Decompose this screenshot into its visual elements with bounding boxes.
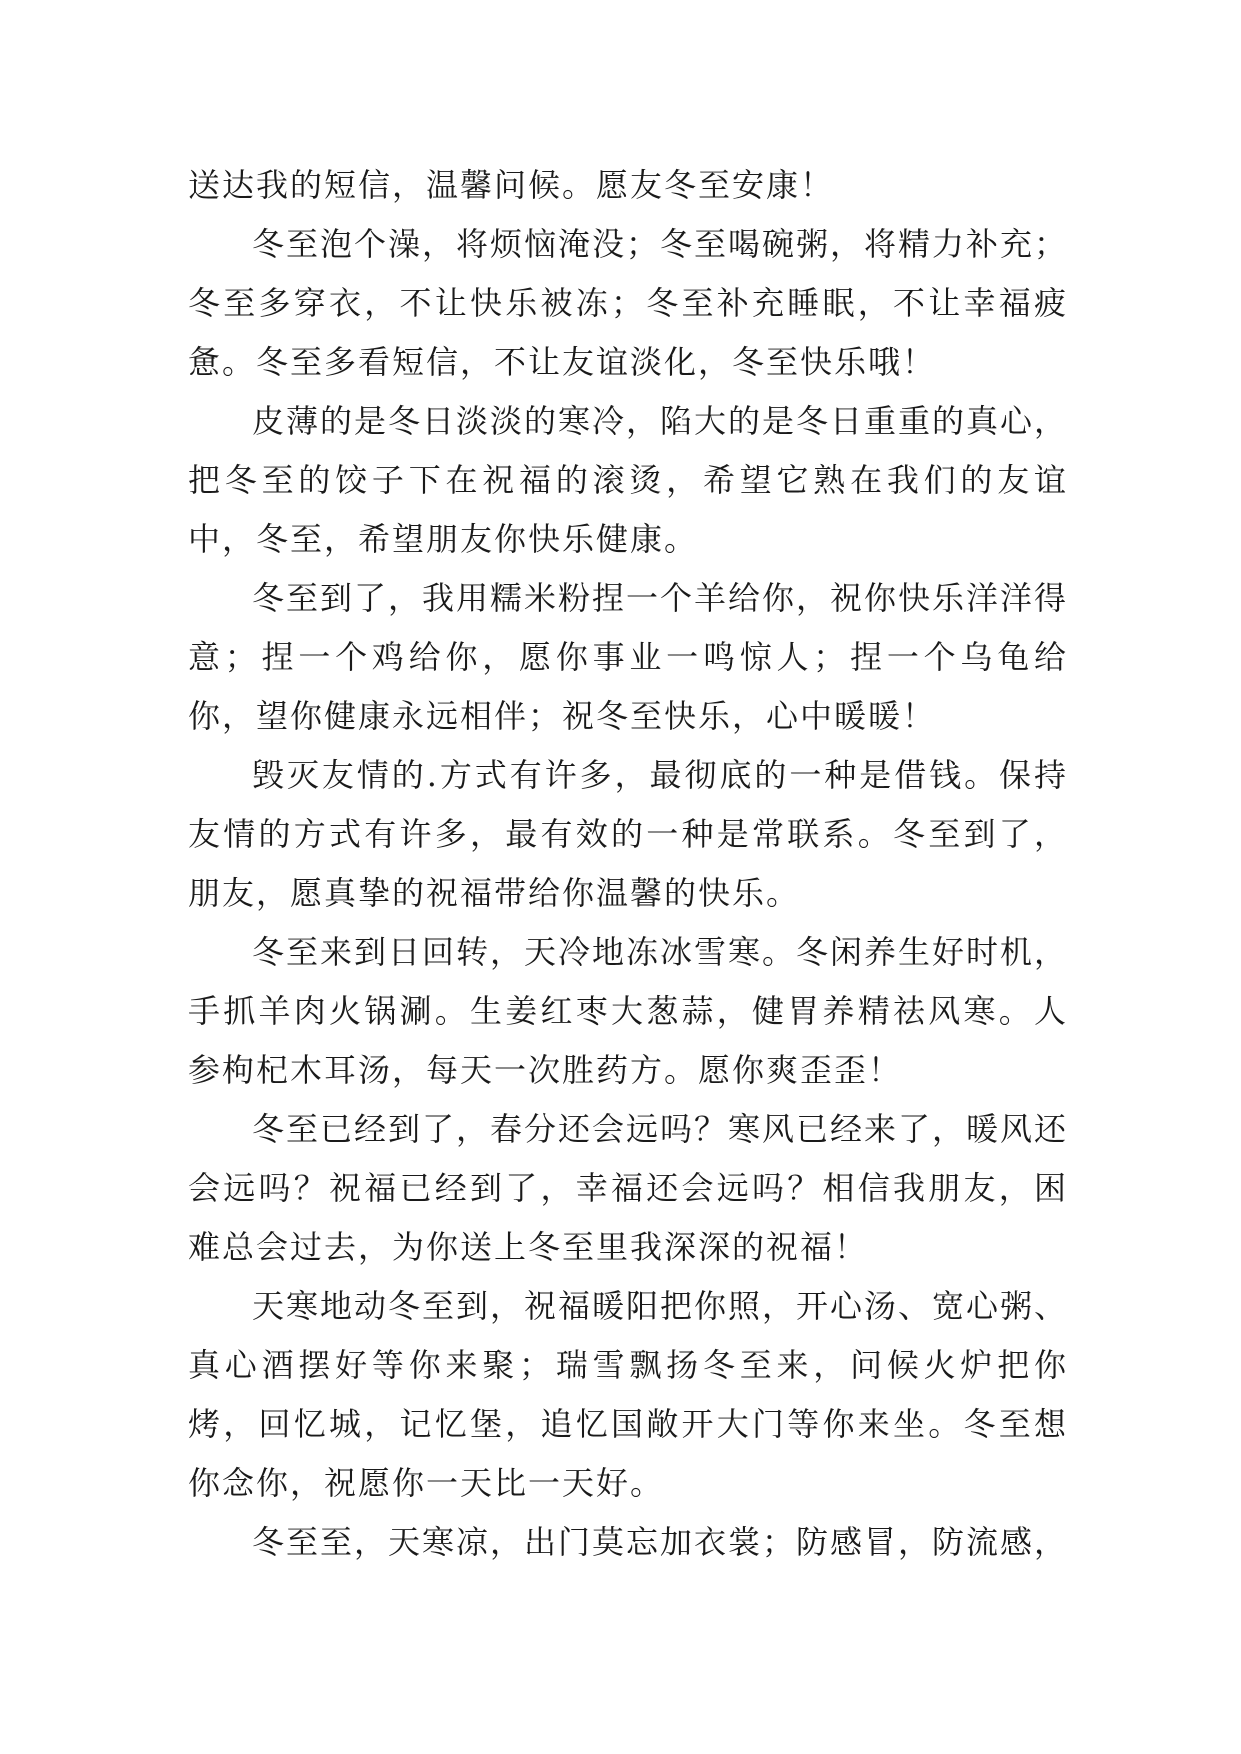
paragraph-8: 天寒地动冬至到，祝福暖阳把你照，开心汤、宽心粥、真心酒摆好等你来聚；瑞雪飘扬冬至来，问候火炉把你烤，回忆城，记忆堡，追忆国敞开大门等你来坐。冬至想你念你，祝愿你一天比一天好。 — [188, 1287, 1069, 1502]
paragraph-4: 冬至到了，我用糯米粉捏一个羊给你，祝你快乐洋洋得意；捏一个鸡给你，愿你事业一鸣惊人；捏一个乌龟给你，望你健康永远相伴；祝冬至快乐，心中暖暖！ — [188, 579, 1069, 735]
paragraph-6: 冬至来到日回转，天冷地冻冰雪寒。冬闲养生好时机，手抓羊肉火锅涮。生姜红枣大葱蒜，健胃养精祛风寒。人参枸杞木耳汤，每天一次胜药方。愿你爽歪歪！ — [188, 933, 1069, 1089]
document-body — [188, 156, 1068, 1572]
paragraph-9: 冬至至，天寒凉，出门莫忘加衣裳；防感冒，防流感， — [252, 1523, 1069, 1561]
paragraph-7: 冬至已经到了，春分还会远吗？寒风已经来了，暖风还会远吗？祝福已经到了，幸福还会远吗？相信我朋友，困难总会过去，为你送上冬至里我深深的祝福！ — [188, 1110, 1069, 1266]
paragraph-5: 毁灭友情的.方式有许多，最彻底的一种是借钱。保持友情的方式有许多，最有效的一种是常联系。冬至到了，朋友，愿真挚的祝福带给你温馨的快乐。 — [188, 756, 1068, 912]
paragraph-2: 冬至泡个澡，将烦恼淹没；冬至喝碗粥，将精力补充；冬至多穿衣，不让快乐被冻；冬至补充睡眠，不让幸福疲惫。冬至多看短信，不让友谊淡化，冬至快乐哦！ — [188, 225, 1069, 381]
paragraph-3: 皮薄的是冬日淡淡的寒冷，陷大的是冬日重重的真心，把冬至的饺子下在祝福的滚烫，希望它熟在我们的友谊中，冬至，希望朋友你快乐健康。 — [188, 402, 1069, 558]
paragraph-1: 送达我的短信，温馨问候。愿友冬至安康！ — [188, 166, 835, 204]
